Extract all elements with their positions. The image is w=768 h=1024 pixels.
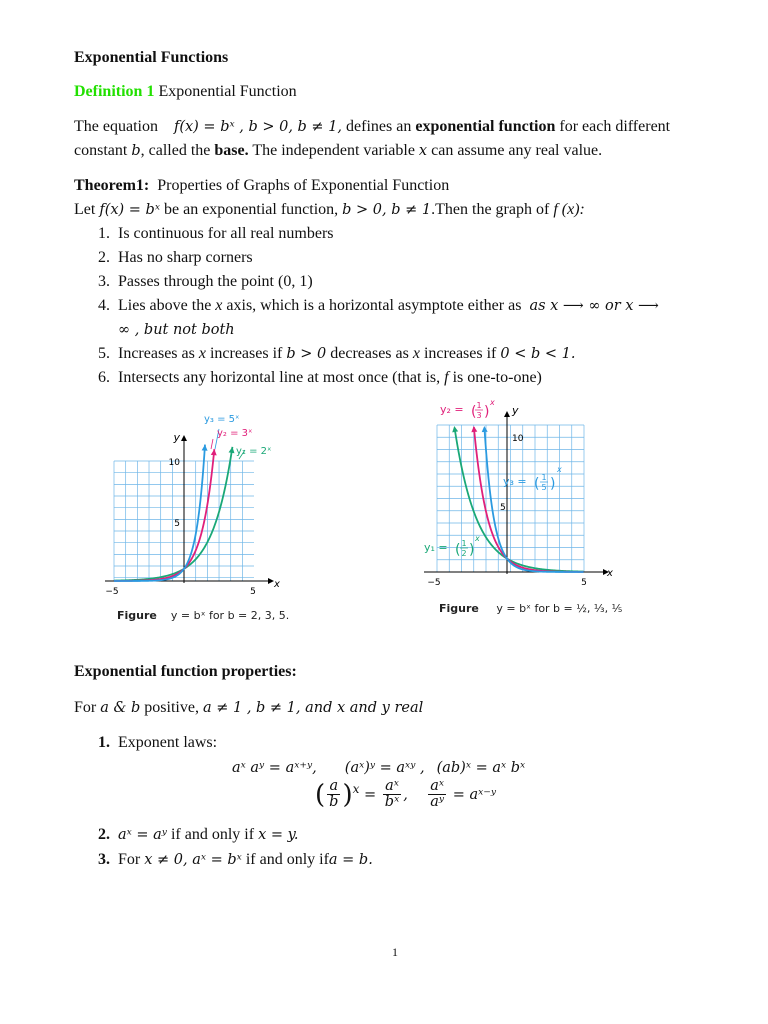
caption-text: y = bˣ for b = 2, 3, 5. xyxy=(170,609,290,622)
page-number: 1 xyxy=(392,945,398,959)
text: Increases as xyxy=(118,345,195,362)
comma: , xyxy=(403,786,408,803)
item-number: 2. xyxy=(98,249,110,266)
text: x xyxy=(412,345,420,362)
math: a & b xyxy=(100,700,141,716)
math: 0 < b < 1. xyxy=(500,346,576,362)
item-number: 6. xyxy=(98,369,110,386)
text: Lies above the xyxy=(118,297,212,314)
fraction-a-over-b xyxy=(327,779,340,810)
label-y3-exp: x xyxy=(557,465,562,474)
law-2 xyxy=(90,825,298,845)
item-text: Has no sharp corners xyxy=(118,249,253,266)
label-y1-num: 1 xyxy=(461,539,467,548)
text: defines an xyxy=(346,118,412,135)
curve-arrow-1 xyxy=(452,426,458,432)
theorem-item-6 xyxy=(90,368,542,388)
text: positive, xyxy=(144,699,199,716)
denominator: b xyxy=(329,794,339,811)
curve-arrow-2 xyxy=(471,426,477,432)
paren-left: ( xyxy=(315,779,326,810)
label-y3-den: 5 xyxy=(541,483,547,492)
caption-label: Figure xyxy=(439,602,479,615)
y-axis-arrow xyxy=(504,411,510,417)
tick-neg5: −5 xyxy=(105,587,119,597)
label-y3-paren-r: ) xyxy=(550,476,556,492)
y-axis-label: y xyxy=(512,404,519,417)
tick-10: 10 xyxy=(168,458,180,468)
label-y2-den: 3 xyxy=(476,411,482,420)
denominator: aʸ xyxy=(430,794,445,811)
item-number: 2. xyxy=(98,826,110,843)
equals: = xyxy=(364,786,377,803)
item-number: 5. xyxy=(98,345,110,362)
tick-neg5: −5 xyxy=(427,578,441,588)
text: .Then the graph of xyxy=(431,201,550,218)
math: as x ⟶ ∞ or x ⟶ xyxy=(529,298,659,314)
text: x xyxy=(198,345,206,362)
label-y3 xyxy=(503,465,562,492)
label-y3-prefix: y₃ = xyxy=(503,475,527,488)
doc-title: Exponential Functions xyxy=(74,49,229,66)
label-y2 xyxy=(440,398,495,420)
curve-arrow-3 xyxy=(202,445,208,451)
law-1 xyxy=(90,733,217,753)
label-y2-paren-r: ) xyxy=(484,404,490,420)
text: For xyxy=(74,699,97,716)
label-y2: y₂ = 3ˣ xyxy=(217,428,253,439)
math-def-eq: f(x) = bˣ , b > 0, b ≠ 1, xyxy=(173,119,343,135)
bold-term: base. xyxy=(214,142,249,159)
tick-5: 5 xyxy=(500,503,506,513)
definition-line-2 xyxy=(74,141,602,161)
leader-y2 xyxy=(211,439,213,449)
math: a = b. xyxy=(328,852,373,868)
item-text: Exponent laws: xyxy=(118,734,218,751)
law-1-fractions xyxy=(315,779,496,810)
item-number: 1. xyxy=(98,225,110,242)
item-number: 3. xyxy=(98,273,110,290)
text: can assume any real value. xyxy=(431,142,603,159)
label-y2-paren-l: ( xyxy=(471,404,477,420)
theorem-let xyxy=(74,200,585,220)
curve-arrow-2 xyxy=(211,449,217,455)
definition-tag: Definition 1 xyxy=(74,83,155,100)
theorem-tag: Theorem1: xyxy=(74,177,150,194)
theorem-item-3 xyxy=(90,272,313,292)
label-y3-num: 1 xyxy=(541,473,547,482)
label-y3-paren-l: ( xyxy=(534,476,540,492)
item-text: Passes through the point (0, 1) xyxy=(118,273,313,290)
definition-name: Exponential Function xyxy=(158,83,297,100)
math: aˣ = aʸ xyxy=(118,827,167,843)
math: x xyxy=(418,143,428,159)
label-y1 xyxy=(424,534,480,558)
label-y1-paren-r: ) xyxy=(469,542,475,558)
math: x = y. xyxy=(258,827,299,843)
math-law-product-base: (ab)ˣ = aˣ bˣ xyxy=(436,760,526,776)
caption-label: Figure xyxy=(117,609,157,622)
math: f(x) = bˣ xyxy=(99,202,160,218)
numerator: aˣ xyxy=(383,779,401,795)
y-axis-label: y xyxy=(173,431,180,444)
item-text: Is continuous for all real numbers xyxy=(118,225,334,242)
label-y1-exp: x xyxy=(475,534,480,543)
label-y1: y₁ = 2ˣ xyxy=(236,446,272,457)
item-number: 4. xyxy=(98,297,110,314)
curve-arrow-3 xyxy=(482,426,488,432)
curve-series-3 xyxy=(485,432,584,572)
text: is one-to-one) xyxy=(452,369,542,386)
item-number: 3. xyxy=(98,851,110,868)
theorem-item-4-cont xyxy=(118,320,235,340)
text: For xyxy=(118,851,141,868)
law-3 xyxy=(90,850,373,870)
text: f xyxy=(444,369,449,386)
item-number: 1. xyxy=(98,734,110,751)
figure-left-graph xyxy=(100,405,310,597)
law-1-equations xyxy=(232,758,525,778)
figure-right-caption xyxy=(439,602,622,615)
exponent: x xyxy=(352,782,360,796)
theorem-heading xyxy=(74,176,449,196)
text: The equation xyxy=(74,118,158,135)
x-axis-label: x xyxy=(607,568,613,579)
numerator: aˣ xyxy=(428,779,446,795)
math: b > 0 xyxy=(286,346,327,362)
label-y2-exp: x xyxy=(490,398,495,407)
properties-intro xyxy=(74,698,423,718)
caption-text: y = bˣ for b = ½, ⅓, ⅕ xyxy=(496,602,623,615)
label-y1-prefix: y₁ = xyxy=(424,541,448,554)
bold-term: exponential function xyxy=(415,118,556,135)
text: for each different xyxy=(559,118,671,135)
denominator: bˣ xyxy=(384,794,400,811)
text: increases if xyxy=(209,345,283,362)
text: The independent variable xyxy=(252,142,415,159)
x-axis-label: x xyxy=(274,579,280,590)
math: x ≠ 0, aˣ = bˣ xyxy=(144,852,242,868)
math: b > 0, b ≠ 1 xyxy=(342,202,432,218)
label-y2-num: 1 xyxy=(476,401,482,410)
text: f (x): xyxy=(553,201,585,218)
fraction-ax-over-ay xyxy=(428,779,446,810)
text: if and only if xyxy=(170,826,255,843)
label-y1-den: 2 xyxy=(461,549,467,558)
math-law-product: aˣ aʸ = aˣ⁺ʸ, xyxy=(232,760,317,776)
figure-left-caption xyxy=(117,609,289,622)
fraction-ax-over-bx xyxy=(383,779,401,810)
text: Intersects any horizontal line at most once (that is, xyxy=(118,369,441,386)
theorem-item-1 xyxy=(90,224,334,244)
figure-right-graph xyxy=(420,395,615,595)
math-law-power: (aˣ)ʸ = aˣʸ , xyxy=(344,760,425,776)
text: if and only if xyxy=(245,851,329,868)
text: decreases as xyxy=(330,345,409,362)
tick-x5: 5 xyxy=(250,587,256,597)
math: ∞ , but not both xyxy=(118,322,235,338)
theorem-name: Properties of Graphs of Exponential Function xyxy=(157,177,450,194)
text: , called the xyxy=(140,142,211,159)
text: increases if xyxy=(423,345,497,362)
tick-5: 5 xyxy=(174,519,180,529)
theorem-item-4 xyxy=(90,296,659,316)
math: a ≠ 1 , b ≠ 1, and x and y real xyxy=(202,700,424,716)
tick-x5: 5 xyxy=(581,578,587,588)
text: x xyxy=(215,297,223,314)
label-y1-paren-l: ( xyxy=(455,542,461,558)
numerator: a xyxy=(327,779,340,795)
label-y2-prefix: y₂ = xyxy=(440,403,464,416)
theorem-item-5 xyxy=(90,344,575,364)
math: b xyxy=(131,143,141,159)
definition-heading xyxy=(74,82,297,102)
properties-title: Exponential function properties: xyxy=(74,663,297,680)
paren-right: ) xyxy=(342,779,353,810)
text: Let xyxy=(74,201,96,218)
theorem-item-2 xyxy=(90,248,253,268)
tick-10: 10 xyxy=(512,434,524,444)
text: be an exponential function, xyxy=(163,201,339,218)
definition-line-1 xyxy=(74,117,670,137)
rhs: = aˣ⁻ʸ xyxy=(452,786,497,803)
text: axis, which is a horizontal asymptote either as xyxy=(226,297,522,314)
text: constant xyxy=(74,142,128,159)
y-axis-arrow xyxy=(181,435,187,441)
label-y3: y₃ = 5ˣ xyxy=(204,414,240,425)
